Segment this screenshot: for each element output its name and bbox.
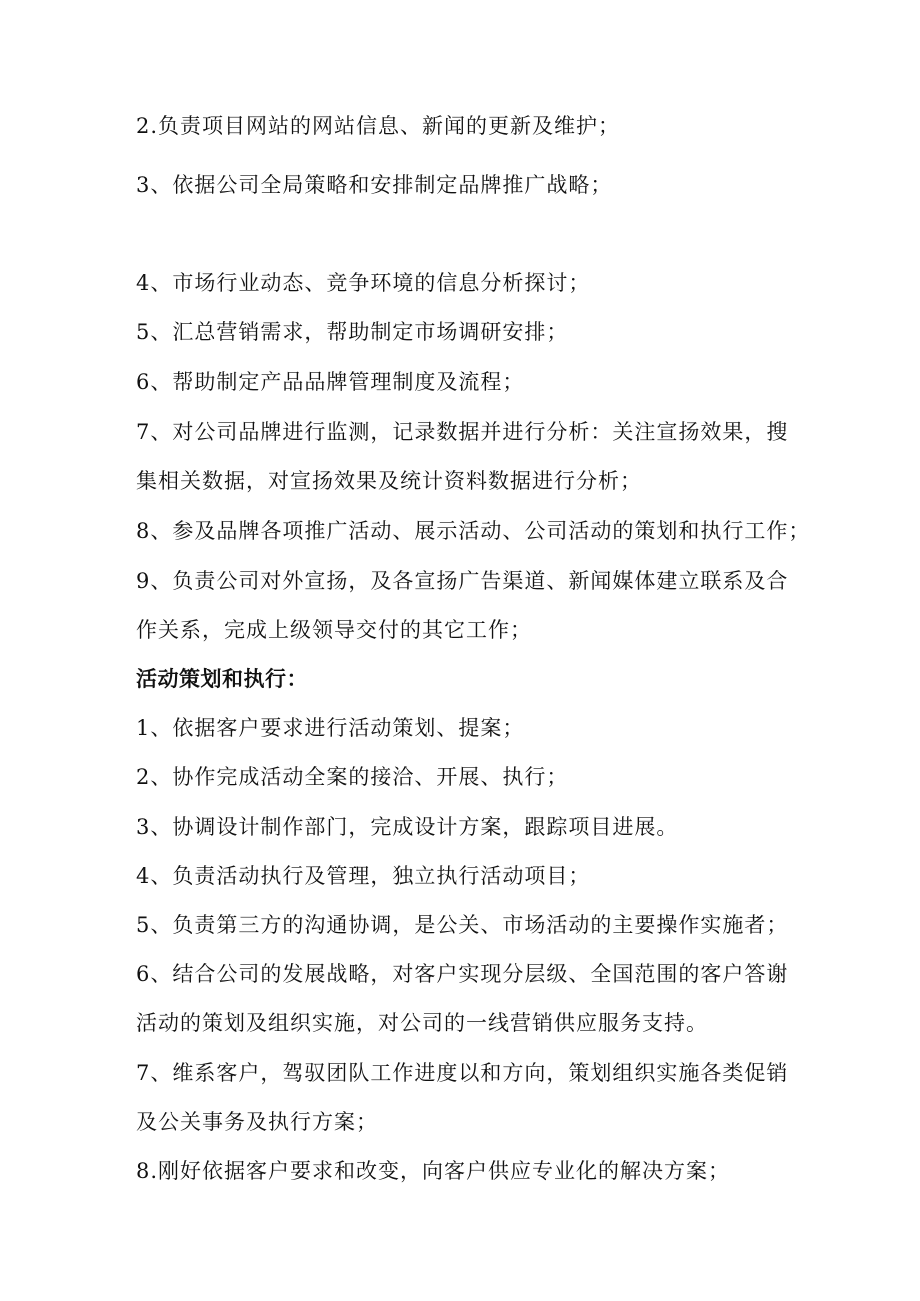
activity-line-6: 6、结合公司的发展战略，对客户实现分层级、全国范围的客户答谢 [136, 962, 789, 986]
activity-line-1: 1、依据客户要求进行活动策划、提案； [136, 716, 525, 740]
duty-line-7-cont: 集相关数据，对宣扬效果及统计资料数据进行分析； [136, 469, 642, 493]
duty-line-9-cont: 作关系，完成上级领导交付的其它工作； [136, 618, 532, 642]
activity-line-4: 4、负责活动执行及管理，独立执行活动项目； [136, 864, 591, 888]
section-heading-activity: 活动策划和执行： [136, 667, 308, 691]
duty-line-9: 9、负责公司对外宣扬，及各宣扬广告渠道、新闻媒体建立联系及合 [136, 569, 789, 593]
duty-line-3: 3、依据公司全局策略和安排制定品牌推广战略； [136, 173, 613, 197]
activity-line-8: 8.刚好依据客户要求和改变，向客户供应专业化的解决方案； [136, 1159, 731, 1183]
activity-line-5: 5、负责第三方的沟通协调，是公关、市场活动的主要操作实施者； [136, 913, 789, 937]
activity-line-7: 7、维系客户，驾驭团队工作进度以和方向，策划组织实施各类促销 [136, 1061, 789, 1085]
activity-line-2: 2、协作完成活动全案的接洽、开展、执行； [136, 765, 569, 789]
duty-line-6: 6、帮助制定产品品牌管理制度及流程； [136, 370, 525, 394]
duty-line-8: 8、参及品牌各项推广活动、展示活动、公司活动的策划和执行工作； [136, 519, 811, 543]
duty-line-5: 5、汇总营销需求，帮助制定市场调研安排； [136, 320, 569, 344]
activity-line-7-cont: 及公关事务及执行方案； [136, 1110, 378, 1134]
duty-line-4: 4、市场行业动态、竞争环境的信息分析探讨； [136, 271, 591, 295]
duty-line-7: 7、对公司品牌进行监测，记录数据并进行分析：关注宣扬效果，搜 [136, 420, 789, 444]
activity-line-3: 3、协调设计制作部门，完成设计方案，跟踪项目进展。 [136, 815, 679, 839]
duty-line-2: 2.负责项目网站的网站信息、新闻的更新及维护； [136, 114, 621, 138]
activity-line-6-cont: 活动的策划及组织实施，对公司的一线营销供应服务支持。 [136, 1011, 708, 1035]
